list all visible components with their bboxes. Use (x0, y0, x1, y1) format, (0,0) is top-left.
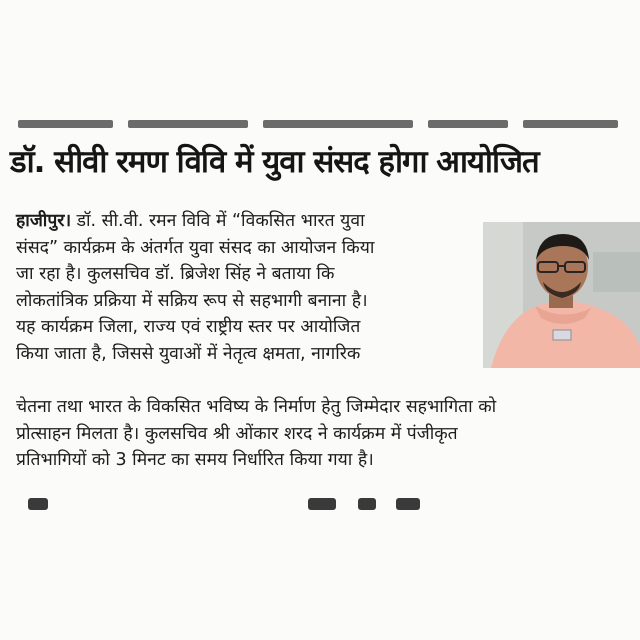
article-body-full (16, 394, 636, 474)
previous-article-cutoff-line (18, 118, 618, 132)
body-line-text: डॉ. सी.वी. रमन विवि में “विकसित भारत युवा (71, 211, 365, 231)
body-line: प्रोत्साहन मिलता है। कुलसचिव श्री ओंकार शरद ने कार्यक्रम में पंजीकृत (16, 423, 458, 444)
dateline: हाजीपुर। (16, 211, 72, 231)
body-line: प्रतिभागियों को 3 मिनट का समय निर्धारित किया गया है। (16, 450, 374, 470)
article-headline: डॉ. सीवी रमण विवि में युवा संसद होगा आयोजित (10, 144, 539, 180)
body-line: यह कार्यक्रम जिला, राज्य एवं राष्ट्रीय स्तर पर आयोजित (16, 317, 361, 337)
body-line: संसद” कार्यक्रम के अंतर्गत युवा संसद का आयोजन किया (16, 237, 375, 258)
body-line: चेतना तथा भारत के विकसित भविष्य के निर्माण हेतु जिम्मेदार सहभागिता को (16, 397, 497, 417)
body-line: किया जाता है, जिससे युवाओं में नेतृत्व क्षमता, नागरिक (16, 343, 361, 364)
next-article-cutoff-line (28, 498, 438, 512)
body-line (16, 208, 471, 235)
body-line: जा रहा है। कुलसचिव डॉ. ब्रिजेश सिंह ने बताया कि (16, 264, 335, 284)
registrar-photo (483, 222, 640, 368)
body-line: लोकतांत्रिक प्रक्रिया में सक्रिय रूप से सहभागी बनाना है। (16, 290, 368, 311)
article-body-narrow (16, 208, 471, 367)
person-portrait-image (483, 222, 640, 368)
